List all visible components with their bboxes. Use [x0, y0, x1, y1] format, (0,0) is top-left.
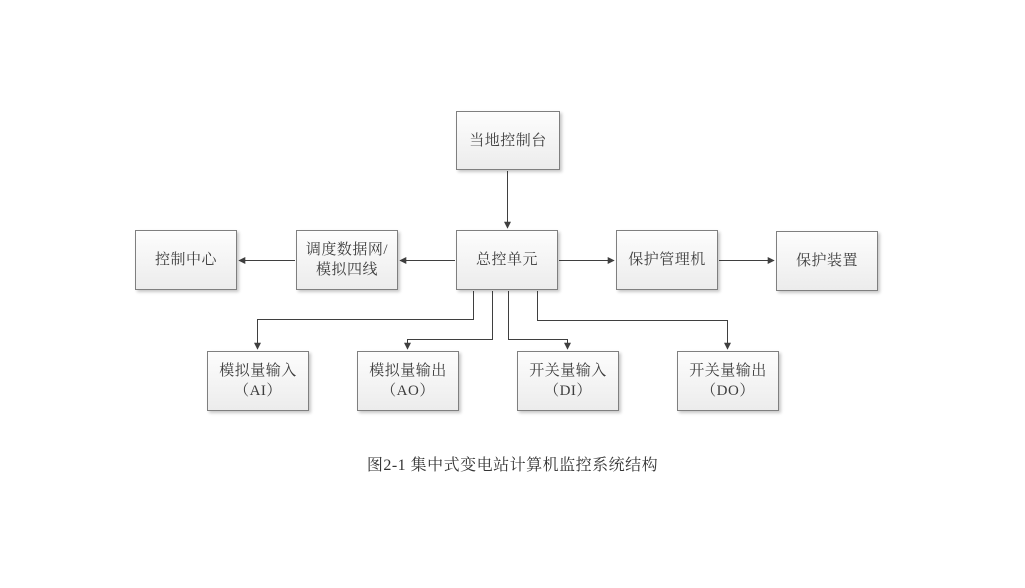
node-dispatch-network-label-line2: 模拟四线 [315, 262, 378, 278]
node-local-console [456, 111, 560, 170]
node-master-unit-label: 总控单元 [475, 252, 538, 268]
node-digital-input-label-line1: 开关量输入 [529, 363, 607, 379]
connector-master-to-analog-output [408, 291, 493, 349]
node-analog-input [207, 351, 309, 411]
node-analog-output [357, 351, 459, 411]
node-protection-manager-label: 保护管理机 [628, 252, 706, 268]
node-protection-device [776, 231, 878, 291]
node-digital-output-label-line1: 开关量输出 [689, 363, 767, 379]
node-digital-input-label-line2: （DI） [544, 383, 592, 399]
node-protection-device-label: 保护装置 [795, 253, 858, 269]
connector-master-to-analog-input [258, 291, 474, 349]
figure-caption: 图2-1 集中式变电站计算机监控系统结构 [366, 457, 659, 474]
node-master-unit [456, 230, 558, 290]
node-analog-output-label-line1: 模拟量输出 [369, 363, 447, 379]
node-analog-output-label-line2: （AO） [381, 383, 435, 399]
node-analog-input-label-line1: 模拟量输入 [219, 363, 297, 379]
connector-master-to-digital-input [509, 291, 568, 349]
node-dispatch-network-label-line1: 调度数据网/ [305, 242, 389, 258]
node-local-console-label: 当地控制台 [469, 132, 547, 149]
node-digital-output [677, 351, 779, 411]
connector-master-to-digital-output [538, 291, 728, 349]
node-digital-input [517, 351, 619, 411]
node-control-center [135, 230, 237, 290]
node-digital-output-label-line2: （DO） [701, 383, 755, 399]
node-control-center-label: 控制中心 [154, 252, 217, 268]
node-analog-input-label-line2: （AI） [234, 383, 282, 399]
node-protection-manager [616, 230, 718, 290]
node-dispatch-network [296, 230, 398, 290]
